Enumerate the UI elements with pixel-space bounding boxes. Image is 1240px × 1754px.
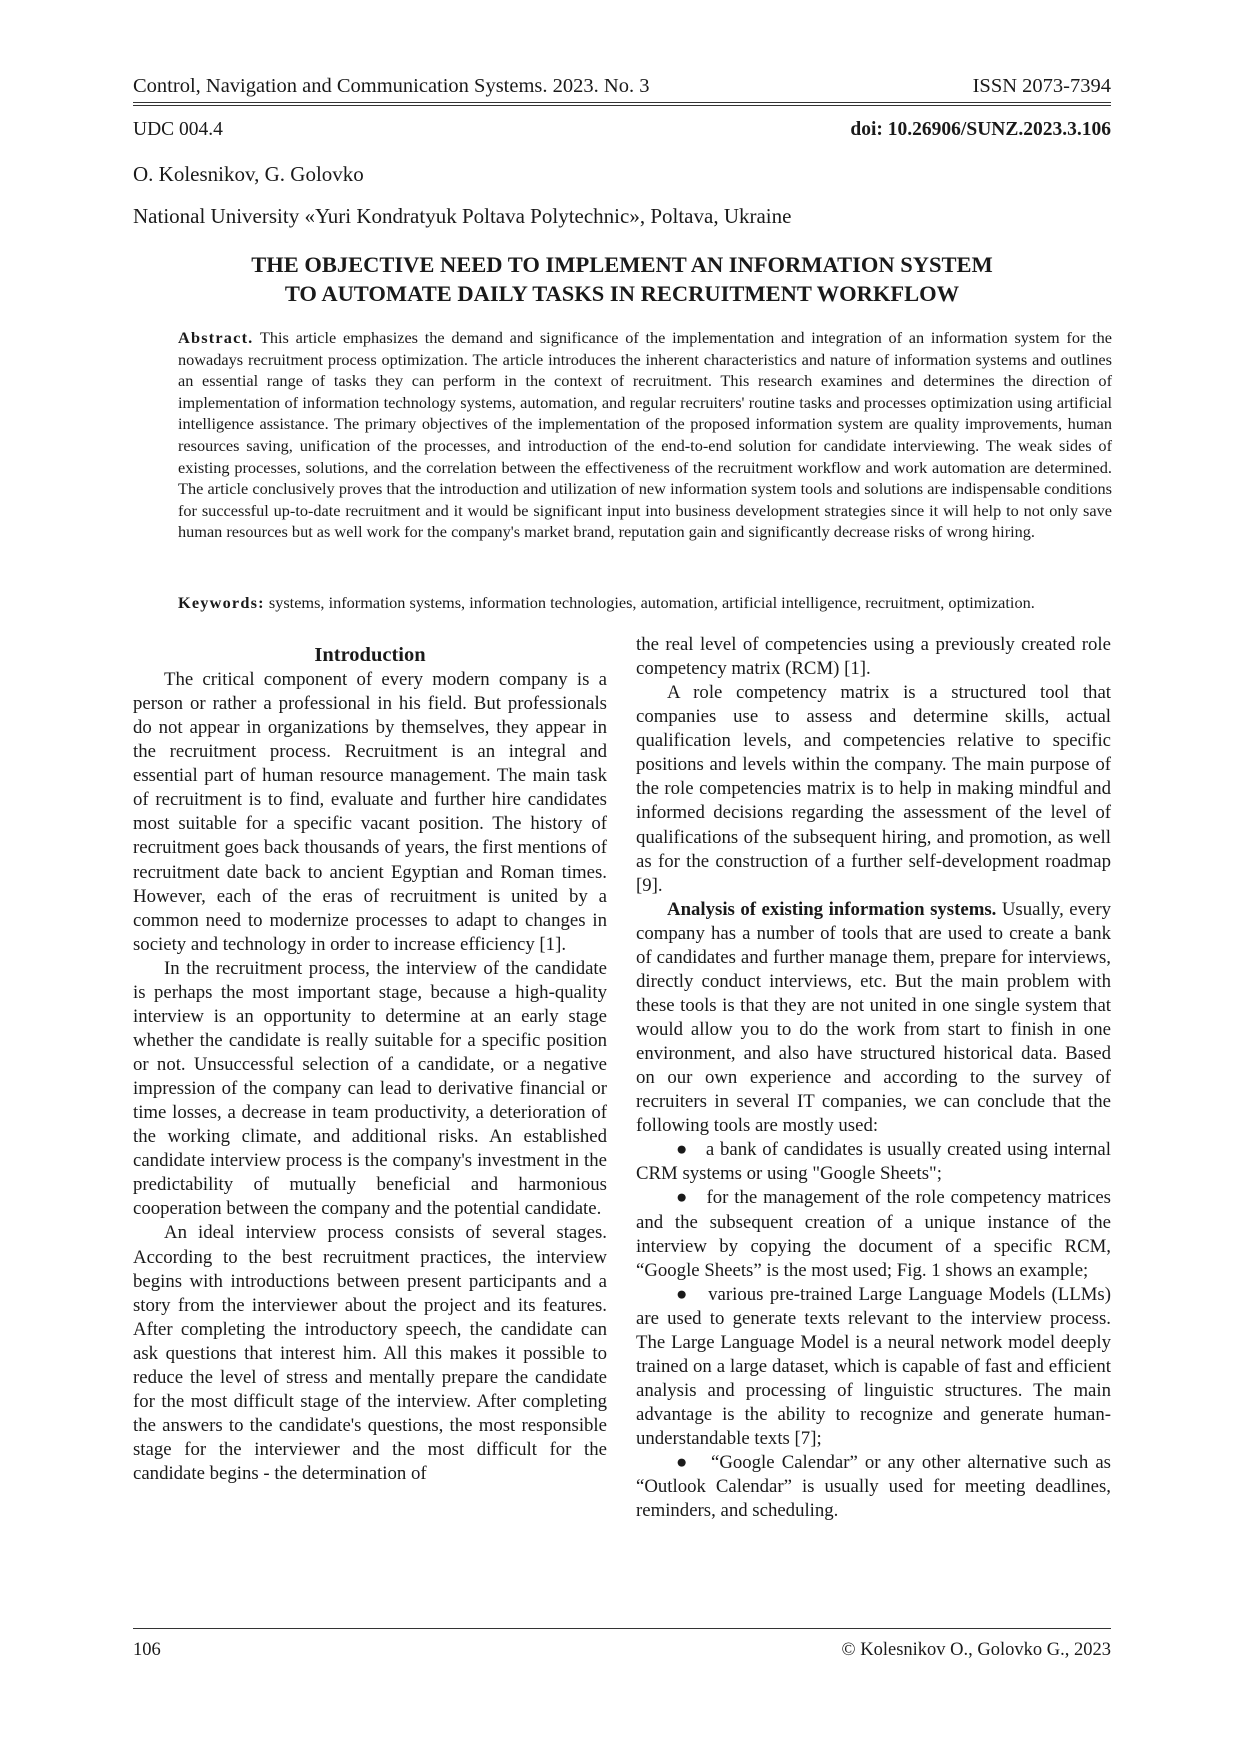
list-item xyxy=(636,1186,1111,1282)
abstract xyxy=(178,327,1112,543)
udc-code: UDC 004.4 xyxy=(133,119,223,140)
authors: O. Kolesnikov, G. Golovko xyxy=(133,162,364,186)
analysis-text: Usually, every company has a number of tools that are used to create a bank of candidates and further manage them, prepare for interviews, directly conduct interviews, etc. But the main problem with these tools is that they are not united in one single system that would allow you to do the work from start to finish in one environment, and also have structured historical data. Based on our own experience and according to the survey of recruiters in several IT companies, we can conclude that the following tools are mostly used: xyxy=(636,898,1111,1137)
bullet-icon: ● xyxy=(676,1283,690,1305)
paragraph-analysis xyxy=(636,898,1111,1139)
keywords-text: systems, information systems, information technologies, automation, artificial intelligence, recruitment, optimization. xyxy=(268,593,1035,612)
list-item xyxy=(636,1283,1111,1451)
paragraph: In the recruitment process, the interview of the candidate is perhaps the most important stage, because a high-quality interview is an opportunity to determine at an early stage whether the candidate is really suitable for a specific position or not. Unsuccessful selection of a candidate, or a negative impression of the company can lead to derivative financial or time losses, a decrease in team productivity, a deterioration of the working climate, and additional risks. An established candidate interview process is the company's investment in the predictability of mutually beneficial and harmonious cooperation between the company and the potential candidate. xyxy=(133,957,607,1220)
affiliation: National University «Yuri Kondratyuk Poltava Polytechnic», Poltava, Ukraine xyxy=(133,204,792,228)
bullet-text: for the management of the role competency matrices and the subsequent creation of a unique instance of the interview by copying the document of a specific RCM, “Google Sheets” is the most used; Fig. 1 shows an example; xyxy=(636,1187,1111,1281)
udc-doi-row xyxy=(133,119,1111,141)
page-footer xyxy=(133,1640,1111,1661)
paragraph: A role competency matrix is a structured tool that companies use to assess and determine skills, actual qualification levels, and competencies relative to specific positions and levels within the company. The main purpose of the role competencies matrix is to help in making mindful and informed decisions regarding the assessment of the level of qualifications of the subsequent hiring, and promotion, as well as for the construction of a further self-development roadmap [9]. xyxy=(636,682,1111,896)
copyright: © Kolesnikov O., Golovko G., 2023 xyxy=(841,1640,1111,1660)
header-divider-second xyxy=(133,105,1111,106)
doi: doi: 10.26906/SUNZ.2023.3.106 xyxy=(850,119,1111,140)
bullet-text: “Google Calendar” or any other alternative such as “Outlook Calendar” is usually used for meeting deadlines, reminders, and scheduling. xyxy=(636,1452,1111,1522)
page-number: 106 xyxy=(133,1640,161,1660)
keywords xyxy=(178,592,1112,614)
left-column xyxy=(133,642,607,1486)
list-item xyxy=(636,1451,1111,1523)
bullet-text: various pre-trained Large Language Models (LLMs) are used to generate texts relevant to the interview process. The Large Language Model is a neural network model deeply trained on a large dataset, which is capable of fast and efficient analysis and processing of linguistic structures. The main advantage is the ability to recognize and generate human-understandable texts [7]; xyxy=(636,1283,1111,1450)
bullet-list xyxy=(636,1138,1111,1523)
paragraph: The critical component of every modern company is a person or rather a professional in his field. But professionals do not appear in organizations by themselves, they appear in the recruitment process. Recruitment is an integral and essential part of human resource management. The main task of recruitment is to find, evaluate and further hire candidates most suitable for a specific vacant position. The history of recruitment goes back thousands of years, the first mentions of recruitment date back to ancient Egyptian and Roman times. However, each of the eras of recruitment is united by a common need to modernize processes to adapt to changes in society and technology in order to increase efficiency [1]. xyxy=(133,669,607,955)
title-line-1: THE OBJECTIVE NEED TO IMPLEMENT AN INFORMATION SYSTEM xyxy=(251,252,993,277)
list-item xyxy=(636,1138,1111,1186)
analysis-heading: Analysis of existing information systems. xyxy=(667,898,997,920)
paper-title xyxy=(133,250,1111,308)
bullet-icon: ● xyxy=(676,1139,689,1161)
footer-divider xyxy=(133,1628,1111,1629)
abstract-text: This article emphasizes the demand and significance of the implementation and integration of an information system for the nowadays recruitment process optimization. The article introduces the inherent characteristics and nature of information systems and outlines an essential range of tasks they can perform in the context of recruitment. This research examines and determines the direction of implementation of information technology systems, automation, and regular recruiters' routine tasks and processes optimization using artificial intelligence assistance. The primary objectives of the implementation of the proposed information system are quality improvements, human resources saving, unification of the processes, and introduction of the end-to-end solution for candidate interviewing. The weak sides of existing processes, solutions, and the correlation between the effectiveness of the recruitment workflow and work automation are determined. The article conclusively proves that the introduction and utilization of new information system tools and solutions are indispensable conditions for successful up-to-date recruitment and it would be significant input into business development strategies since it will help to not only save human resources but as well work for the company's market brand, reputation gain and significantly decrease risks of wrong hiring. xyxy=(178,328,1113,542)
bullet-icon: ● xyxy=(676,1452,690,1474)
running-header xyxy=(133,75,1111,98)
paragraph-continuation: the real level of competencies using a previously created role competency matrix (RCM) [1]. xyxy=(636,634,1111,680)
title-line-2: TO AUTOMATE DAILY TASKS IN RECRUITMENT WORKFLOW xyxy=(284,281,960,306)
abstract-label: Abstract. xyxy=(178,328,254,347)
paragraph: An ideal interview process consists of several stages. According to the best recruitment practices, the interview begins with introductions between present participants and a story from the interviewer about the project and its features. After completing the introductory speech, the candidate can ask questions that interest him. All this makes it possible to reduce the level of stress and mentally prepare the candidate for the most difficult stage of the interview. After completing the answers to the candidate's questions, the most responsible stage for the interviewer and the most difficult for the candidate begins - the determination of xyxy=(133,1222,607,1485)
issn: ISSN 2073-7394 xyxy=(972,75,1111,97)
bullet-text: a bank of candidates is usually created using internal CRM systems or using "Google Sheets"; xyxy=(636,1139,1111,1185)
bullet-icon: ● xyxy=(676,1187,689,1209)
keywords-label: Keywords: xyxy=(178,593,265,612)
journal-name: Control, Navigation and Communication Systems. 2023. No. 3 xyxy=(133,75,650,97)
right-column xyxy=(636,633,1111,1523)
section-heading-introduction: Introduction xyxy=(314,644,426,666)
header-divider xyxy=(133,102,1111,103)
